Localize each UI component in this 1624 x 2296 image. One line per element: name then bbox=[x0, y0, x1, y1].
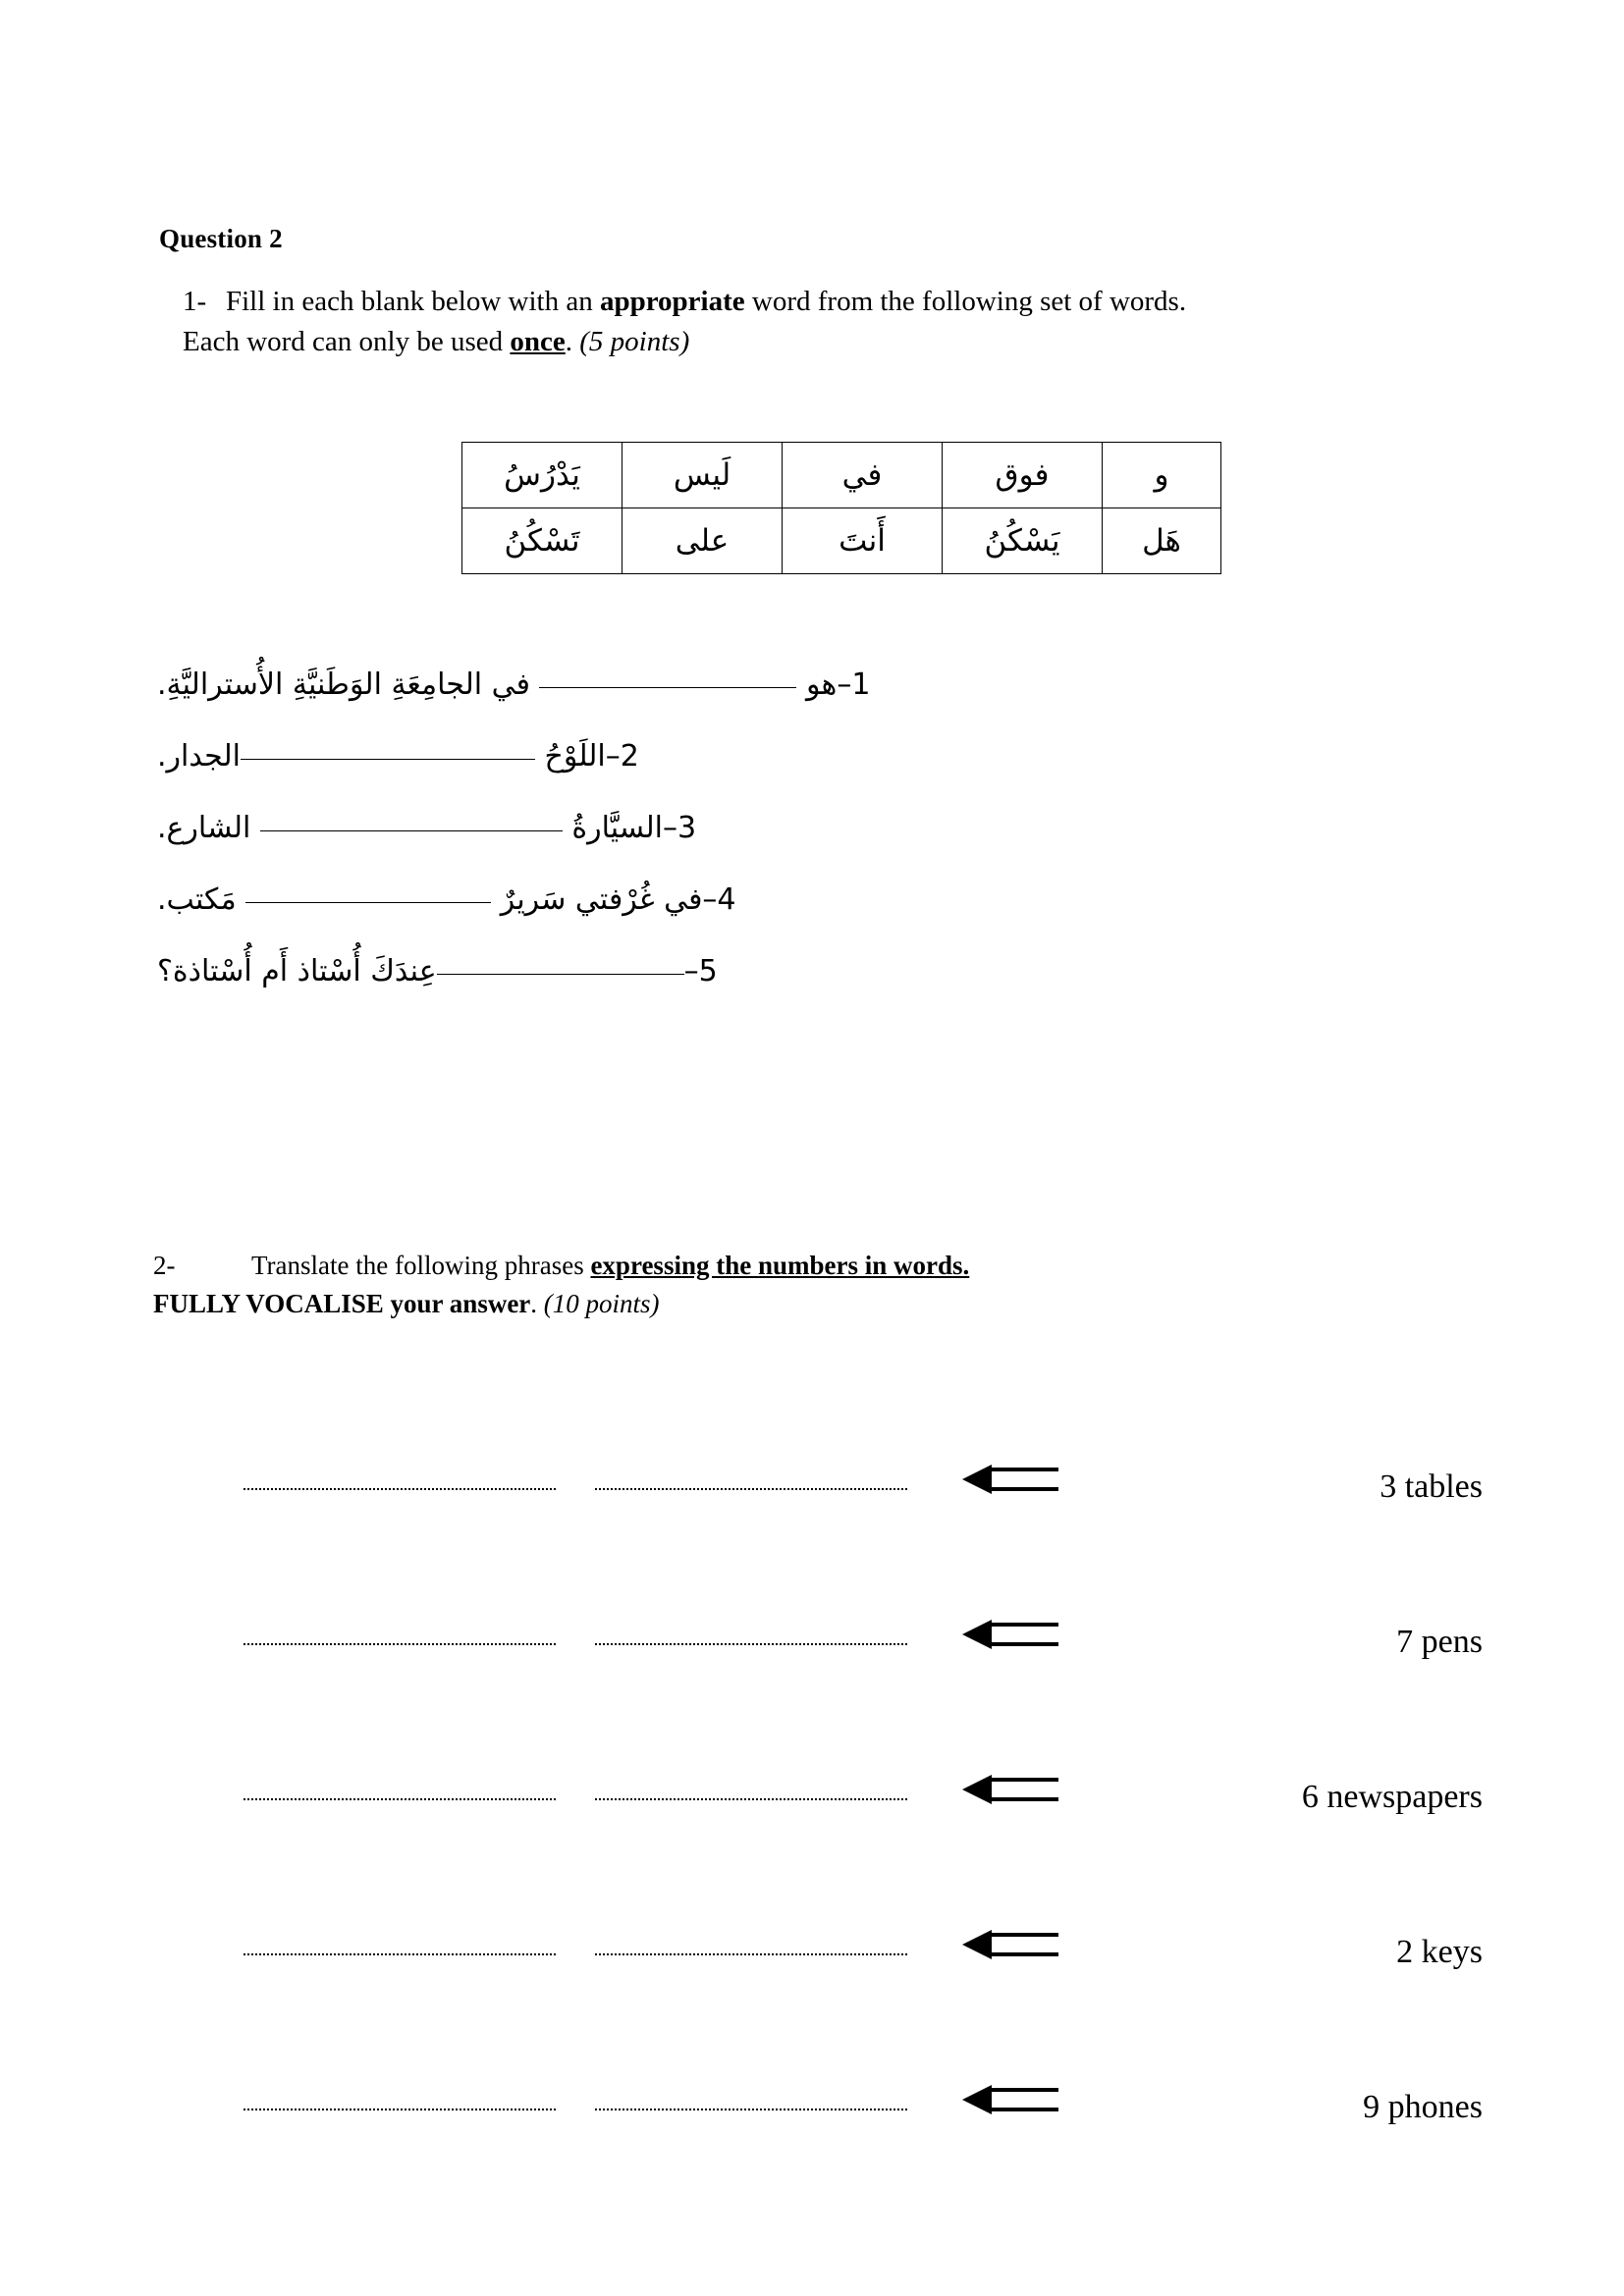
task-1-line1-post: word from the following set of words. bbox=[744, 286, 1187, 317]
task-2-line1-pre: Translate the following phrases bbox=[251, 1251, 591, 1280]
blank-item-number: 1– bbox=[837, 667, 871, 702]
translation-blank-right[interactable] bbox=[595, 2109, 907, 2110]
task-1-line1-bold: appropriate bbox=[599, 286, 745, 317]
blank-item-number: 5– bbox=[683, 954, 718, 988]
task-1-line2-mid: . bbox=[565, 326, 580, 358]
word-cell: في bbox=[783, 443, 943, 508]
task-2-text bbox=[153, 1251, 969, 1318]
list-item bbox=[147, 1675, 1483, 1830]
list-item bbox=[157, 739, 1375, 811]
blank-item-number: 3– bbox=[663, 811, 697, 845]
english-phrase: 9 phones bbox=[1363, 2089, 1483, 2125]
translation-blank-left[interactable] bbox=[244, 1798, 556, 1800]
fill-in-blanks-list bbox=[157, 667, 1375, 1026]
word-cell: فوق bbox=[943, 443, 1103, 508]
word-cell: يَدْرُسُ bbox=[462, 443, 623, 508]
task-1-number: 1- bbox=[183, 286, 207, 317]
word-cell: تَسْكُنُ bbox=[462, 508, 623, 574]
word-cell: و bbox=[1103, 443, 1221, 508]
blank-item-after: الشارع. bbox=[157, 811, 260, 845]
translation-blank-right[interactable] bbox=[595, 1488, 907, 1490]
translation-blank-left[interactable] bbox=[244, 1643, 556, 1645]
word-cell: أَنتَ bbox=[783, 508, 943, 574]
english-phrase: 7 pens bbox=[1396, 1624, 1483, 1660]
word-cell: يَسْكُنُ bbox=[943, 508, 1103, 574]
task-1-points: (5 points) bbox=[579, 326, 690, 358]
translation-blank-right[interactable] bbox=[595, 1643, 907, 1645]
translation-blank-right[interactable] bbox=[595, 1798, 907, 1800]
blank-item-before: هو bbox=[796, 667, 838, 702]
list-item bbox=[147, 1985, 1483, 2140]
english-phrase: 3 tables bbox=[1380, 1468, 1483, 1505]
task-1-line1-pre: Fill in each blank below with an bbox=[226, 286, 600, 317]
word-cell: لَيس bbox=[623, 443, 783, 508]
task-2-points: (10 points) bbox=[543, 1289, 660, 1319]
translation-blank-left[interactable] bbox=[244, 1953, 556, 1955]
task-1-line2-pre: Each word can only be used bbox=[183, 326, 511, 358]
task-2-number: 2- bbox=[153, 1251, 176, 1280]
blank-item-number: 4– bbox=[702, 882, 736, 917]
blank-item-before: السيَّارةُ bbox=[562, 811, 664, 845]
answer-blank-2[interactable] bbox=[241, 759, 535, 760]
task-1-text bbox=[183, 286, 1186, 357]
task-2-line2-mid: . bbox=[530, 1289, 544, 1319]
answer-blank-1[interactable] bbox=[539, 687, 796, 688]
translation-blank-left[interactable] bbox=[244, 1488, 556, 1490]
list-item bbox=[157, 811, 1375, 882]
task-2-instruction bbox=[153, 1247, 1469, 1323]
word-bank-table bbox=[461, 442, 1221, 574]
table-row bbox=[462, 443, 1221, 508]
answer-blank-5[interactable] bbox=[437, 974, 684, 975]
table-row bbox=[462, 508, 1221, 574]
task-2-line2-bold: FULLY VOCALISE your answer bbox=[153, 1289, 531, 1319]
left-arrow-icon bbox=[962, 1618, 1060, 1651]
blank-item-after: في الجامِعَةِ الوَطَنيَّةِ الأُستراليَّةِ. bbox=[157, 667, 540, 702]
list-item bbox=[147, 1830, 1483, 1985]
translation-blank-left[interactable] bbox=[244, 2109, 556, 2110]
list-item bbox=[157, 667, 1375, 739]
list-item bbox=[147, 1520, 1483, 1675]
list-item bbox=[147, 1364, 1483, 1520]
task-2-line1-underline: expressing the numbers in words. bbox=[590, 1251, 970, 1280]
blank-item-before: في غُرْفتي سَريرٌ bbox=[491, 882, 703, 917]
task-1-instruction bbox=[183, 282, 1489, 362]
left-arrow-icon bbox=[962, 1463, 1060, 1496]
left-arrow-icon bbox=[962, 2083, 1060, 2116]
blank-item-number: 2– bbox=[605, 739, 639, 774]
word-cell: على bbox=[623, 508, 783, 574]
list-item bbox=[157, 882, 1375, 954]
translation-rows bbox=[147, 1364, 1483, 2140]
blank-item-after: عِندَكَ أُسْتاذ أَم أُسْتاذة؟ bbox=[157, 954, 437, 988]
list-item bbox=[157, 954, 1375, 1026]
page-title: Question 2 bbox=[159, 224, 283, 253]
english-phrase: 6 newspapers bbox=[1301, 1779, 1483, 1815]
blank-item-before: اللَوْحُ bbox=[534, 739, 606, 774]
translation-blank-right[interactable] bbox=[595, 1953, 907, 1955]
answer-blank-4[interactable] bbox=[245, 902, 491, 903]
word-cell: هَل bbox=[1103, 508, 1221, 574]
left-arrow-icon bbox=[962, 1928, 1060, 1961]
task-1-line2-underline: once bbox=[510, 326, 566, 358]
answer-blank-3[interactable] bbox=[260, 830, 563, 831]
english-phrase: 2 keys bbox=[1396, 1934, 1483, 1970]
left-arrow-icon bbox=[962, 1773, 1060, 1806]
blank-item-after: الجدار. bbox=[157, 739, 241, 774]
blank-item-after: مَكتب. bbox=[157, 882, 246, 917]
